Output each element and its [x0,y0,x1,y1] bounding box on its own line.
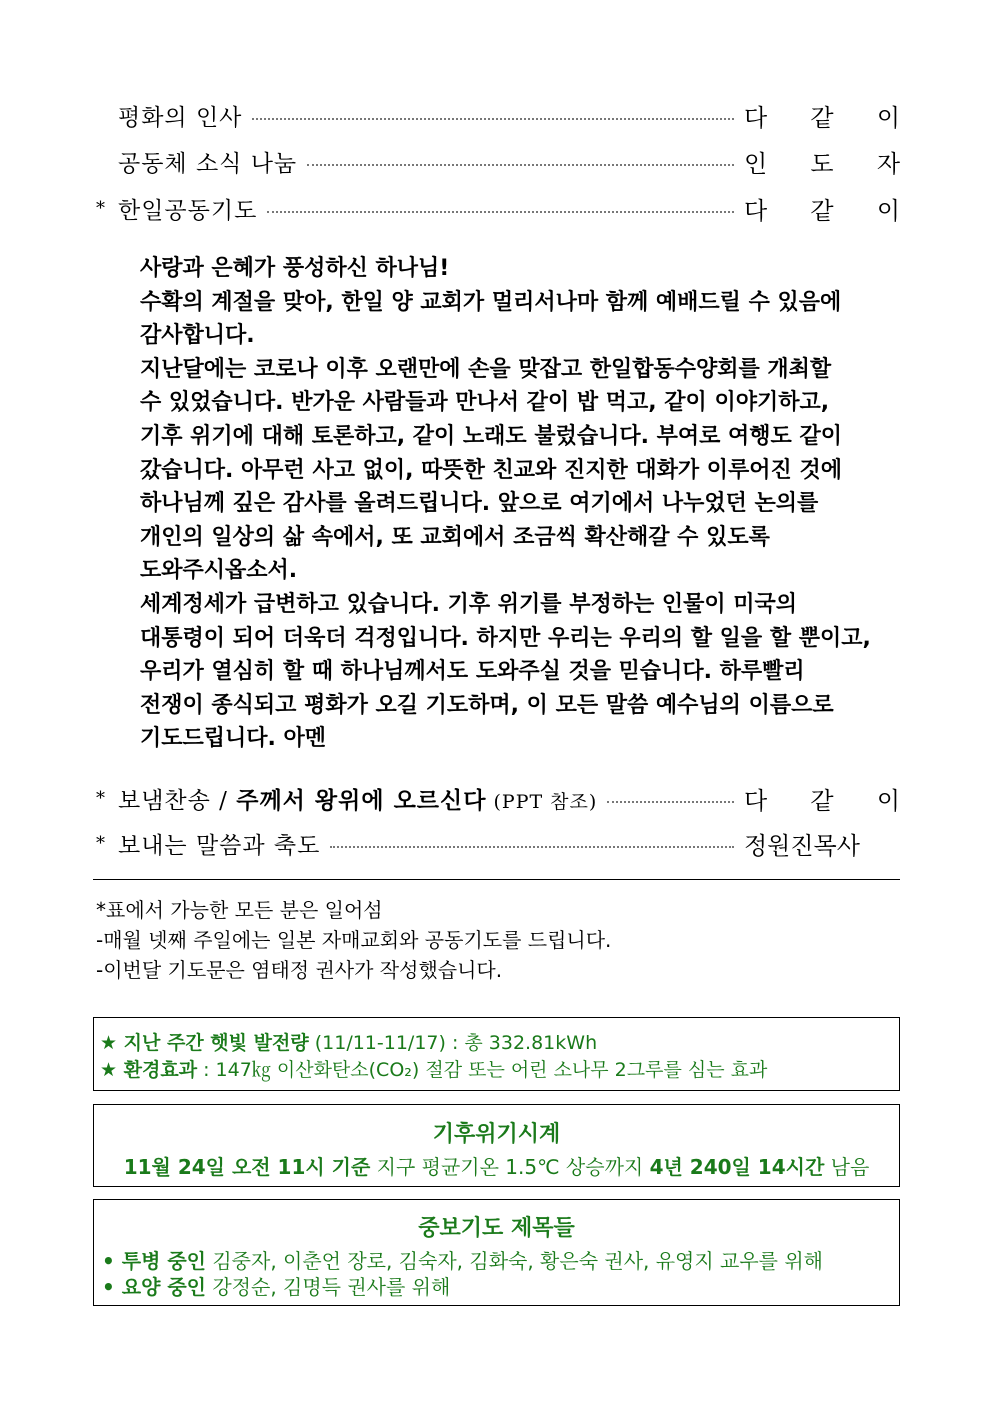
leader-dots [267,211,734,213]
order-item-label: 한일공동기도 [118,197,258,224]
order-item-label [118,782,597,815]
intercession-item [102,1245,823,1274]
intercession-item [102,1271,450,1300]
intercession-box [93,1199,900,1306]
order-item-leader: 다 같 이 [744,196,900,225]
order-item-label [118,827,320,860]
section-divider [93,879,900,880]
intercession-names: 강정순, 김명득 권사를 위해 [206,1275,451,1299]
order-row-joint-prayer [96,188,900,228]
environment-effect-line [100,1055,767,1082]
climate-clock-end: 남음 [824,1155,870,1179]
solar-generation-line [100,1028,597,1055]
leader-dots [252,118,734,120]
hymn-title: 주께서 왕위에 오르신다 [236,786,487,814]
leader-dots [330,846,734,848]
order-row-closing-hymn [96,778,900,818]
intercession-category: • 요양 중인 [102,1275,206,1299]
order-row-greeting [96,95,900,135]
intercession-title: 중보기도 제목들 [418,1216,575,1241]
note-line: -이번달 기도문은 염태정 권사가 작성했습니다. [96,958,503,982]
leader-dots [607,801,734,803]
solar-generation-label: ★ 지난 주간 햇빛 발전량 [100,1032,309,1054]
solar-generation-value: (11/11-11/17) : 총 332.81kWh [308,1032,598,1054]
prayer-text: 사랑과 은혜가 풍성하신 하나님! 수확의 계절을 맞아, 한일 양 교회가 멀리서나마 함께 예배드릴 수 있음에 감사합니다. 지난달에는 코로나 이후 오랜만에 손을 맞잡고 한일합동수양회를 개최할 수 있었습니다. 반가운 사람들과 만나서 같이 밥 먹고, 같이 이야기하고, 기후 위기에 대해 토론하고, 같이 노래도 불렀습니다. 부여로 여행도 같이 갔습니다. 아무런 사고 없이, 따뜻한 친교와 진지한 대화가 이루어진 것에 하나님께 깊은 감사를 올려드립니다. 앞으로 여기에서 나누었던 논의를 개인의 일상의 삶 속에서, 또 교회에서 조금씩 확산해갈 수 있도록 도와주시옵소서. 세계정세가 급변하고 있습니다. 기후 위기를 부정하는 인물이 미국의 대통령이 되어 더욱더 걱정입니다. 하지만 우리는 우리의 할 일을 할 뿐이고, 우리가 열심히 할 때 하나님께서도 도와주실 것을 믿습니다. 하루빨리 전쟁이 종식되고 평화가 오길 기도하며, 이 모든 말씀 예수님의 이름으로 기도드립니다. 아멘 [140,256,871,752]
order-item-leader: 다 같 이 [744,103,900,132]
order-item-label: 공동체 소식 나눔 [118,150,298,177]
order-row-news [96,141,900,181]
intercession-category: • 투병 중인 [102,1249,206,1273]
notes [96,895,896,985]
stand-marker: * [96,787,105,809]
intercession-names: 김중자, 이춘언 장로, 김숙자, 김화숙, 황은숙 권사, 유영지 교우를 위해 [206,1249,824,1273]
leader-dots [307,164,734,166]
label-prefix: 보내는 말씀과 축도 [118,832,321,859]
environment-effect-label: ★ 환경효과 [100,1059,198,1081]
environment-effect-value: : 147㎏ 이산화탄소(CO₂) 절감 또는 어린 소나무 2그루를 심는 효과 [197,1059,768,1081]
order-row-benediction [96,823,900,863]
solar-power-box [93,1017,900,1091]
stand-marker: * [96,197,105,219]
note-line: -매월 넷째 주일에는 일본 자매교회와 공동기도를 드립니다. [96,928,612,952]
label-suffix: (PPT 참조) [486,790,598,813]
stand-marker: * [96,832,105,854]
climate-clock-text: 지구 평균기온 1.5℃ 상승까지 [370,1155,650,1179]
climate-clock-title: 기후위기시계 [432,1122,561,1147]
note-line: *표에서 가능한 모든 분은 일어섬 [96,898,383,922]
climate-clock-line [94,1151,899,1180]
order-item-leader: 인 도 자 [744,149,900,178]
climate-clock-remaining: 4년 240일 14시간 [649,1155,825,1179]
order-item-label: 평화의 인사 [118,104,243,131]
climate-clock-time: 11월 24일 오전 11시 기준 [123,1155,371,1179]
order-item-leader: 정원진목사 [744,831,860,860]
label-prefix: 보냄찬송 / [118,787,237,814]
climate-clock-box [93,1104,900,1187]
order-item-leader: 다 같 이 [744,786,900,815]
